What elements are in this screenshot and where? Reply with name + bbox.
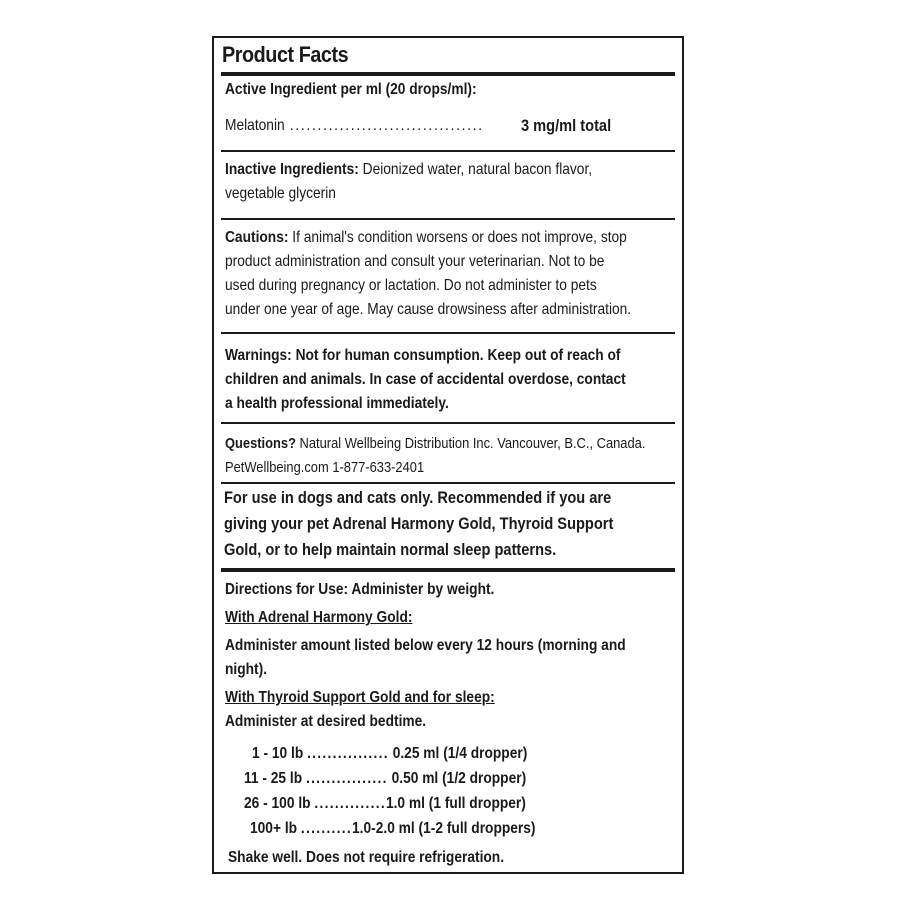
questions-line-1: [225, 432, 646, 456]
directions-sub2-line-1: Administer at desired bedtime.: [225, 713, 427, 730]
product-facts-panel: [212, 36, 684, 874]
directions-footer: Shake well. Does not require refrigeration.: [228, 849, 505, 866]
dose-amount: 0.50 ml (1/2 dropper): [391, 770, 527, 787]
questions-label: Questions?: [225, 435, 296, 452]
directions-subheading-1: With Adrenal Harmony Gold:: [225, 609, 413, 626]
dose-amount: 1.0 ml (1 full dropper): [385, 795, 526, 812]
dose-dots: ................: [307, 745, 389, 762]
dose-row: [250, 817, 536, 841]
dose-weight: 100+ lb: [250, 820, 298, 837]
questions-text-1: Natural Wellbeing Distribution Inc. Vancouver, B.C., Canada.: [295, 435, 646, 452]
active-row: [225, 114, 611, 138]
rule-2: [221, 218, 675, 220]
dose-dots: ..........: [300, 820, 353, 837]
directions-sub1-line-2: night).: [225, 661, 268, 678]
rule-5: [221, 482, 675, 484]
dose-amount: 0.25 ml (1/4 dropper): [392, 745, 528, 762]
active-heading: Active Ingredient per ml (20 drops/ml):: [225, 81, 477, 98]
active-name: Melatonin: [225, 117, 285, 134]
cautions-line-1: [225, 226, 627, 250]
active-dots: ...................................: [289, 117, 484, 134]
cautions-label: Cautions:: [225, 229, 289, 246]
dose-row: [244, 767, 526, 791]
panel-title: Product Facts: [222, 42, 349, 67]
dose-amount: 1.0-2.0 ml (1-2 full droppers): [352, 820, 536, 837]
inactive-label: Inactive Ingredients:: [225, 161, 359, 178]
rule-3: [221, 332, 675, 334]
dose-dots: ................: [305, 770, 388, 787]
dose-weight: 26 - 100 lb: [244, 795, 311, 812]
directions-subheading-2: With Thyroid Support Gold and for sleep:: [225, 689, 495, 706]
cautions-line-4: under one year of age. May cause drowsiness after administration.: [225, 301, 632, 318]
title-rule: [221, 72, 675, 76]
dose-weight: 11 - 25 lb: [244, 770, 303, 787]
inactive-line-1: [225, 158, 611, 182]
warnings-line-1: Warnings: Not for human consumption. Keep out of reach of: [225, 347, 621, 364]
questions-line-2: PetWellbeing.com 1-877-633-2401: [225, 459, 425, 476]
cautions-line-2: product administration and consult your veterinarian. Not to be: [225, 253, 605, 270]
dose-dots: ..............: [314, 795, 386, 812]
directions-heading: Directions for Use: Administer by weight.: [225, 581, 495, 598]
usage-line-3: Gold, or to help maintain normal sleep patterns.: [224, 540, 557, 559]
cautions-text-1: If animal's condition worsens or does not improve, stop: [288, 229, 627, 246]
active-amount: 3 mg/ml total: [520, 116, 612, 135]
dose-row: [252, 742, 527, 766]
inactive-line-2: vegetable glycerin: [225, 185, 336, 202]
cautions-line-3: used during pregnancy or lactation. Do not administer to pets: [225, 277, 597, 294]
usage-line-1: For use in dogs and cats only. Recommended if you are: [224, 488, 612, 507]
rule-6: [221, 568, 675, 572]
dose-row: [244, 792, 526, 816]
usage-line-2: giving your pet Adrenal Harmony Gold, Thyroid Support: [224, 514, 614, 533]
rule-4: [221, 422, 675, 424]
warnings-line-2: children and animals. In case of accidental overdose, contact: [225, 371, 626, 388]
directions-sub1-line-1: Administer amount listed below every 12 hours (morning and: [225, 637, 626, 654]
dose-weight: 1 - 10 lb: [252, 745, 304, 762]
rule-1: [221, 150, 675, 152]
warnings-line-3: a health professional immediately.: [225, 395, 449, 412]
inactive-text-1: Deionized water, natural bacon flavor,: [358, 161, 593, 178]
